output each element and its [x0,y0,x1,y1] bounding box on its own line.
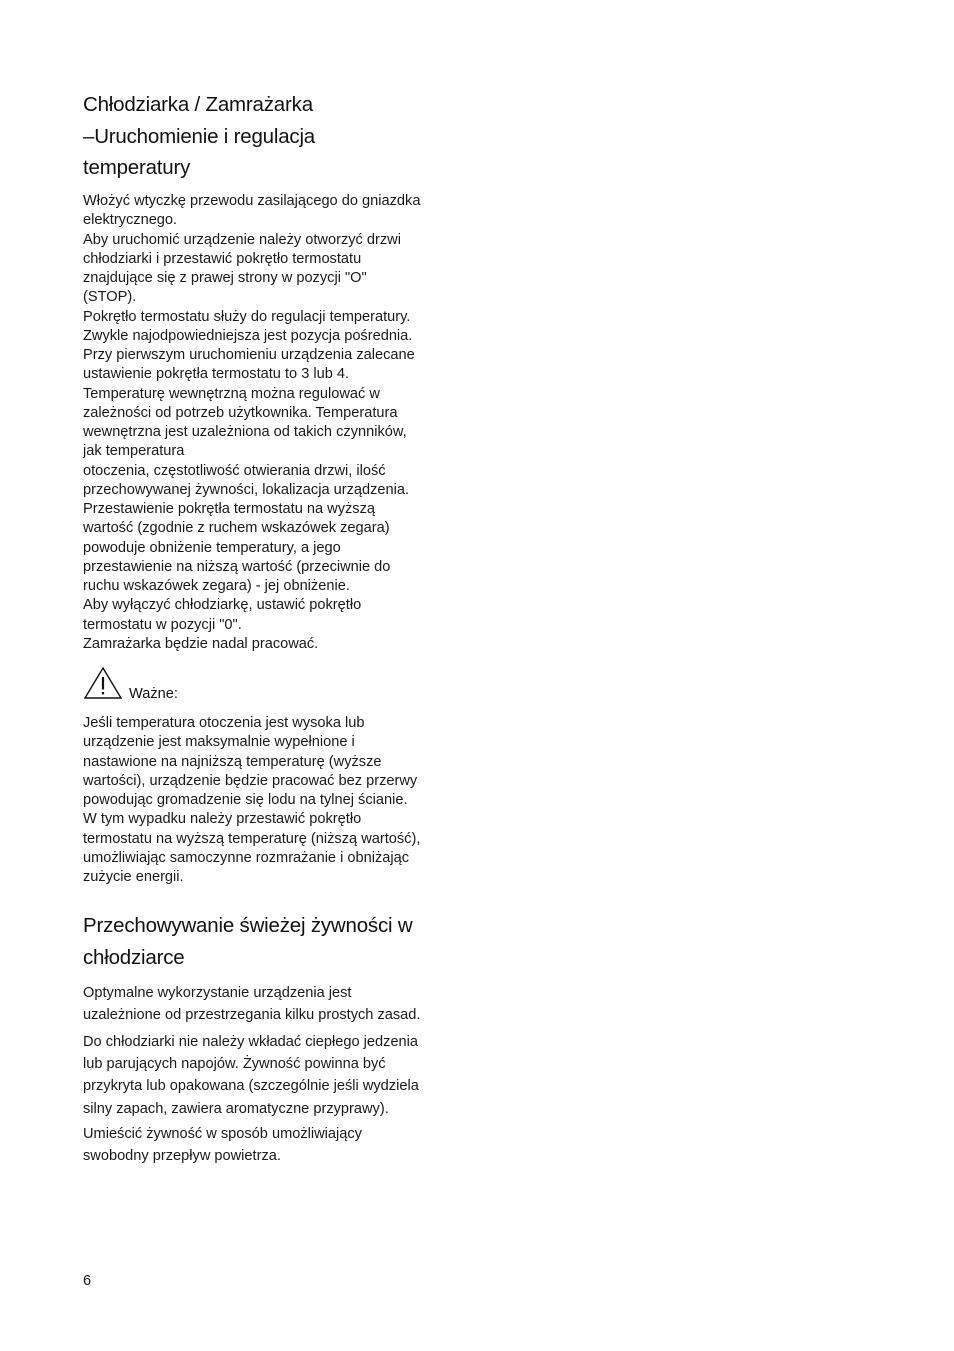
section-1-heading [83,89,463,184]
title-line: Chłodziarka / Zamrażarka [83,93,313,116]
text-line: powodując gromadzenie się lodu na tylnej ścianie. [83,792,408,808]
text-line: lub parujących napojów. Żywność powinna być [83,1056,386,1073]
text-line: Zamrażarka będzie nadal pracować. [83,635,319,652]
text-line: chłodziarki i przestawić pokrętło termostatu [83,250,362,267]
text-line: Włożyć wtyczkę przewodu zasilającego do gniazdka [83,193,421,209]
text-line: przykryta lub opakowana (szczególnie jeśli wydziela [83,1078,419,1095]
text-line: nastawione na najniższą temperaturę (wyższe [83,753,382,770]
warning-callout [83,666,283,702]
text-line: Jeśli temperatura otoczenia jest wysoka lub [83,715,365,731]
text-line: Aby wyłączyć chłodziarkę, ustawić pokrętło [83,597,362,614]
text-line: ustawienie pokrętła termostatu to 3 lub 4. [83,366,350,383]
title-line: Przechowywanie świeżej żywności w [83,914,413,937]
text-line: zależności od potrzeb użytkownika. Temperatura [83,404,398,421]
warning-body [83,714,463,887]
text-line: Do chłodziarki nie należy wkładać ciepłego jedzenia [83,1034,419,1050]
text-line: uzależnione od przestrzegania kilku prostych zasad. [83,1007,421,1024]
warning-label: Ważne: [129,686,178,702]
title-line: temperatury [83,156,191,179]
text-line: Umieścić żywność w sposób umożliwiający [83,1126,362,1142]
text-line: (STOP). [83,289,137,306]
text-line: przechowywanej żywności, lokalizacja urządzenia. [83,481,410,498]
text-line: Przestawienie pokrętła termostatu na wyższą [83,501,376,517]
text-line: termostatu na wyższą temperaturę (niższą wartość), [83,830,421,847]
text-line: umożliwiając samoczynne rozmrażanie i obniżając [83,849,410,866]
text-line: jak temperatura [83,443,185,460]
warning-paragraph [83,714,463,887]
text-line: Zwykle najodpowiedniejsza jest pozycja pośrednia. [83,327,413,344]
text-line: przestawienie na niższą wartość (przeciwnie do [83,558,391,575]
section-2-body [83,982,463,1026]
text-line: wartości), urządzenie będzie pracować bez przerwy [83,772,418,789]
section-2-body [83,1031,463,1120]
text-line: otoczenia, częstotliwość otwierania drzwi, ilość [83,462,386,479]
text-line: urządzenie jest maksymalnie wypełnione i [83,734,355,751]
text-line: ruchu wskazówek zegara) - jej obniżenie. [83,578,350,594]
section-1-body [83,192,463,654]
section-1-paragraph [83,192,463,654]
text-line: Pokrętło termostatu służy do regulacji temperatury. [83,308,411,325]
text-line: znajdujące się z prawej strony w pozycji "O" [83,270,367,286]
title-line: chłodziarce [83,945,185,969]
text-line: powoduje obniżenie temperatury, a jego [83,539,341,556]
text-line: Aby uruchomić urządzenie należy otworzyć drzwi [83,231,401,248]
warning-triangle-icon [83,666,123,700]
text-line: W tym wypadku należy przestawić pokrętło [83,811,362,828]
page-number: 6 [83,1273,92,1289]
text-line: elektrycznego. [83,212,178,229]
section-2-heading [83,910,503,973]
section-1-title [83,89,463,184]
section-2-paragraph-1 [83,982,463,1026]
text-line: zużycie energii. [83,869,184,885]
text-line: termostatu w pozycji "0". [83,616,242,633]
title-line: –Uruchomienie i regulacja [83,124,316,148]
text-line: silny zapach, zawiera aromatyczne przyprawy). [83,1100,389,1117]
text-line: wewnętrzna jest uzależniona od takich czynników, [83,424,407,440]
section-2-body [83,1123,463,1167]
section-2-paragraph-2 [83,1031,463,1120]
text-line: wartość (zgodnie z ruchem wskazówek zegara) [83,520,390,537]
text-line: swobodny przepływ powietrza. [83,1148,281,1165]
text-line: Optymalne wykorzystanie urządzenia jest [83,985,352,1001]
text-line: Temperaturę wewnętrzną można regulować w [83,385,380,402]
text-line: Przy pierwszym uruchomieniu urządzenia zalecane [83,347,415,363]
section-2-paragraph-3 [83,1123,463,1167]
section-2-title [83,910,503,973]
